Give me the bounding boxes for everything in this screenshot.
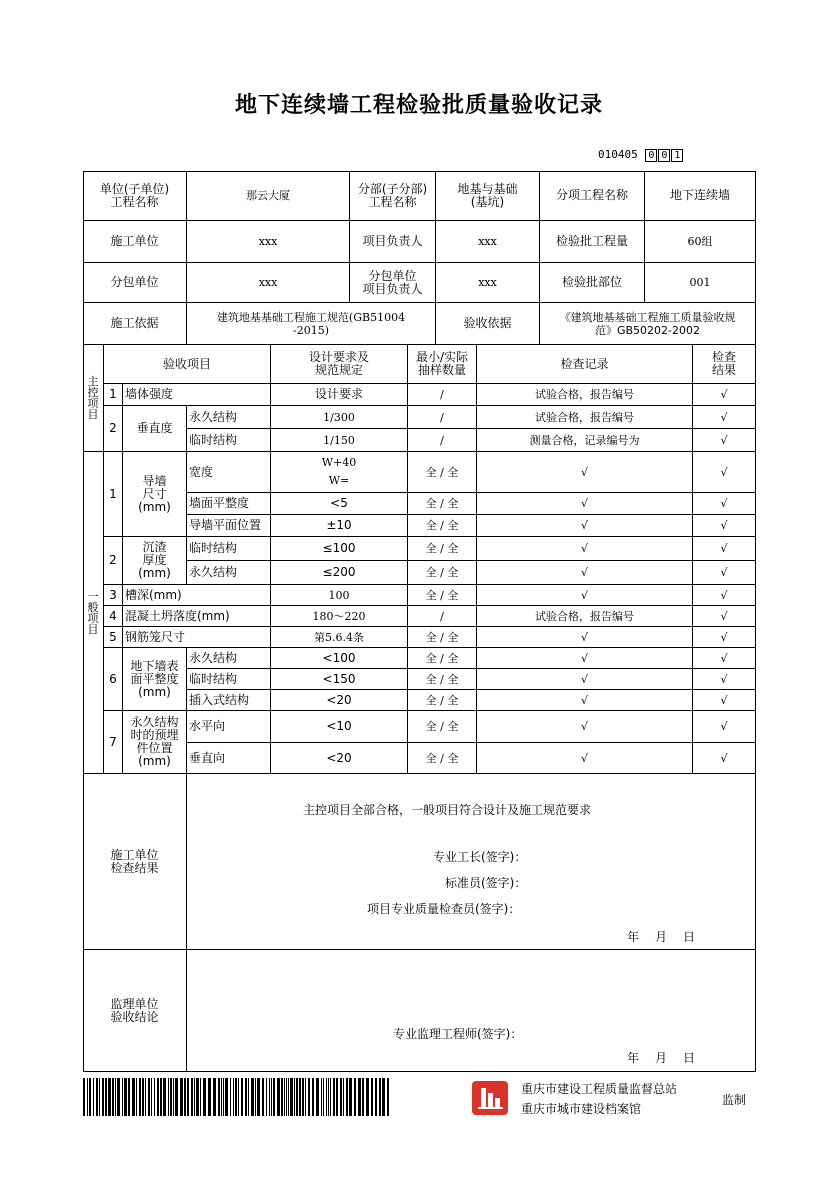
acceptance-basis-label: 验收依据 <box>436 303 540 345</box>
inspection-conclusion: 主控项目全部合格，一般项目符合设计及施工规范要求 <box>303 803 592 817</box>
supervision-label: 监理单位 验收结论 <box>83 950 187 1072</box>
check-result: √ <box>693 669 756 690</box>
column-header-design: 设计要求及 规范规定 <box>271 345 408 384</box>
quality-inspector-signature-label: 项目专业质量检查员(签字)： <box>367 902 521 916</box>
basis-value: 建筑地基基础工程施工规范(GB51004 -2015) <box>187 303 436 345</box>
check-record: √ <box>477 561 693 585</box>
general-item-number: 3 <box>104 585 123 606</box>
document-number-box: 0 <box>658 149 670 162</box>
check-record: 测量合格，记录编号为 <box>477 429 693 452</box>
division-value: 地基与基础 (基坑) <box>436 171 540 221</box>
design-value: 180～220 <box>271 606 408 627</box>
general-items-label: 一 般 项 目 <box>83 452 104 774</box>
batch-quantity-label: 检验批工程量 <box>540 221 645 263</box>
check-record: √ <box>477 690 693 711</box>
sampling-value: 全 / 全 <box>408 515 477 537</box>
design-value: <100 <box>271 648 408 669</box>
design-value: <5 <box>271 493 408 515</box>
org-name-line1: 重庆市建设工程质量监督总站 <box>521 1082 678 1096</box>
column-header-sampling: 最小/实际 抽样数量 <box>408 345 477 384</box>
design-value: ≤100 <box>271 537 408 561</box>
subcontractor-value: xxx <box>187 263 350 303</box>
check-record: 试验合格，报告编号 <box>477 406 693 429</box>
sub-item-name: 临时结构 <box>187 669 271 690</box>
sampling-value: 全 / 全 <box>408 493 477 515</box>
sub-item-name: 水平向 <box>187 711 271 743</box>
design-value: 设计要求 <box>271 384 408 406</box>
barcode-image <box>83 1078 395 1116</box>
batch-quantity-value: 60组 <box>645 221 756 263</box>
main-item-number: 1 <box>104 384 123 406</box>
check-result: √ <box>693 561 756 585</box>
column-header-record: 检查记录 <box>477 345 693 384</box>
design-value: <150 <box>271 669 408 690</box>
sampling-value: / <box>408 429 477 452</box>
sampling-value: 全 / 全 <box>408 585 477 606</box>
general-item-name: 混凝土坍落度(mm) <box>123 606 271 627</box>
general-item-name: 地下墙表 面平整度 (mm) <box>123 648 187 711</box>
sampling-value: 全 / 全 <box>408 452 477 493</box>
inspection-result-label: 施工单位 检查结果 <box>83 774 187 950</box>
general-item-name: 导墙 尺寸 (mm) <box>123 452 187 537</box>
building-logo-icon <box>472 1081 508 1115</box>
main-item-name: 垂直度 <box>123 406 187 452</box>
column-header-result: 检查 结果 <box>693 345 756 384</box>
check-record: √ <box>477 627 693 648</box>
construction-unit-value: xxx <box>187 221 350 263</box>
project-manager-value: xxx <box>436 221 540 263</box>
document-number-prefix: 010405 <box>598 148 638 161</box>
check-record: √ <box>477 743 693 774</box>
check-result: √ <box>693 384 756 406</box>
sampling-value: 全 / 全 <box>408 711 477 743</box>
check-result: √ <box>693 452 756 493</box>
general-item-number: 5 <box>104 627 123 648</box>
check-result: √ <box>693 515 756 537</box>
design-value: <20 <box>271 743 408 774</box>
sub-item-name: 临时结构 <box>187 537 271 561</box>
sub-item-name: 永久结构 <box>187 406 271 429</box>
sub-item-name: 永久结构 <box>187 648 271 669</box>
general-item-name: 钢筋笼尺寸 <box>123 627 271 648</box>
sub-item-name: 临时结构 <box>187 429 271 452</box>
sub-item-name: 宽度 <box>187 452 271 493</box>
check-result: √ <box>693 627 756 648</box>
check-record: √ <box>477 537 693 561</box>
design-value: W+40 W= <box>271 452 408 493</box>
check-record: √ <box>477 493 693 515</box>
general-item-number: 7 <box>104 711 123 774</box>
check-result: √ <box>693 585 756 606</box>
inspection-record-table <box>83 171 756 1072</box>
foreman-signature-label: 专业工长(签字)： <box>433 850 527 864</box>
check-record: √ <box>477 711 693 743</box>
check-record: √ <box>477 648 693 669</box>
general-item-name: 永久结构 时的预埋 件位置 (mm) <box>123 711 187 774</box>
main-item-number: 2 <box>104 406 123 452</box>
batch-location-label: 检验批部位 <box>540 263 645 303</box>
check-result: √ <box>693 606 756 627</box>
design-value: 1/150 <box>271 429 408 452</box>
inspection-date: 年 月 日 <box>627 930 698 944</box>
unit-name-value: 那云大厦 <box>187 171 350 221</box>
subitem-label: 分项工程名称 <box>540 171 645 221</box>
subitem-value: 地下连续墙 <box>645 171 756 221</box>
check-result: √ <box>693 493 756 515</box>
document-number-box: 0 <box>645 149 657 162</box>
basis-label: 施工依据 <box>83 303 187 345</box>
check-result: √ <box>693 711 756 743</box>
general-item-number: 1 <box>104 452 123 537</box>
sub-item-name: 垂直向 <box>187 743 271 774</box>
unit-name-label: 单位(子单位) 工程名称 <box>83 171 187 221</box>
sampling-value: 全 / 全 <box>408 743 477 774</box>
acceptance-basis-value: 《建筑地基基础工程施工质量验收规 范》GB50202-2002 <box>540 303 756 345</box>
design-value: <10 <box>271 711 408 743</box>
check-result: √ <box>693 406 756 429</box>
general-item-number: 6 <box>104 648 123 711</box>
design-value: <20 <box>271 690 408 711</box>
check-result: √ <box>693 429 756 452</box>
sampling-value: / <box>408 406 477 429</box>
sampling-value: 全 / 全 <box>408 537 477 561</box>
check-record: √ <box>477 452 693 493</box>
construction-unit-label: 施工单位 <box>83 221 187 263</box>
page-title: 地下连续墙工程检验批质量验收记录 <box>234 92 603 118</box>
monitor-label: 监制 <box>722 1093 747 1107</box>
division-label: 分部(子分部) 工程名称 <box>350 171 436 221</box>
check-result: √ <box>693 743 756 774</box>
check-result: √ <box>693 648 756 669</box>
sub-item-name: 墙面平整度 <box>187 493 271 515</box>
document-number-box: 1 <box>671 149 683 162</box>
main-control-items-label: 主 控 项 目 <box>83 345 104 452</box>
sampling-value: 全 / 全 <box>408 627 477 648</box>
general-item-number: 2 <box>104 537 123 585</box>
sampling-value: / <box>408 384 477 406</box>
column-header-item: 验收项目 <box>104 345 271 384</box>
org-name-line2: 重庆市城市建设档案馆 <box>521 1102 642 1116</box>
main-item-name: 墙体强度 <box>123 384 271 406</box>
sampling-value: / <box>408 606 477 627</box>
design-value: 1/300 <box>271 406 408 429</box>
supervision-date: 年 月 日 <box>627 1051 698 1065</box>
inspection-result-box <box>187 774 756 950</box>
sub-item-name: 插入式结构 <box>187 690 271 711</box>
check-result: √ <box>693 537 756 561</box>
check-record: √ <box>477 669 693 690</box>
sampling-value: 全 / 全 <box>408 690 477 711</box>
sampling-value: 全 / 全 <box>408 669 477 690</box>
general-item-number: 4 <box>104 606 123 627</box>
general-item-name: 沉渣 厚度 (mm) <box>123 537 187 585</box>
design-value: ≤200 <box>271 561 408 585</box>
supervision-engineer-signature-label: 专业监理工程师(签字)： <box>393 1027 523 1041</box>
sampling-value: 全 / 全 <box>408 648 477 669</box>
project-manager-label: 项目负责人 <box>350 221 436 263</box>
design-value: 第5.6.4条 <box>271 627 408 648</box>
subcontractor-label: 分包单位 <box>83 263 187 303</box>
sub-manager-value: xxx <box>436 263 540 303</box>
standard-officer-signature-label: 标准员(签字)： <box>445 876 527 890</box>
check-record: 试验合格，报告编号 <box>477 384 693 406</box>
design-value: ±10 <box>271 515 408 537</box>
sampling-value: 全 / 全 <box>408 561 477 585</box>
document-number <box>598 148 683 162</box>
sub-item-name: 导墙平面位置 <box>187 515 271 537</box>
supervision-box <box>187 950 756 1072</box>
sub-item-name: 永久结构 <box>187 561 271 585</box>
sub-manager-label: 分包单位 项目负责人 <box>350 263 436 303</box>
batch-location-value: 001 <box>645 263 756 303</box>
design-value: 100 <box>271 585 408 606</box>
check-record: 试验合格，报告编号 <box>477 606 693 627</box>
check-record: √ <box>477 585 693 606</box>
check-result: √ <box>693 690 756 711</box>
general-item-name: 槽深(mm) <box>123 585 271 606</box>
check-record: √ <box>477 515 693 537</box>
